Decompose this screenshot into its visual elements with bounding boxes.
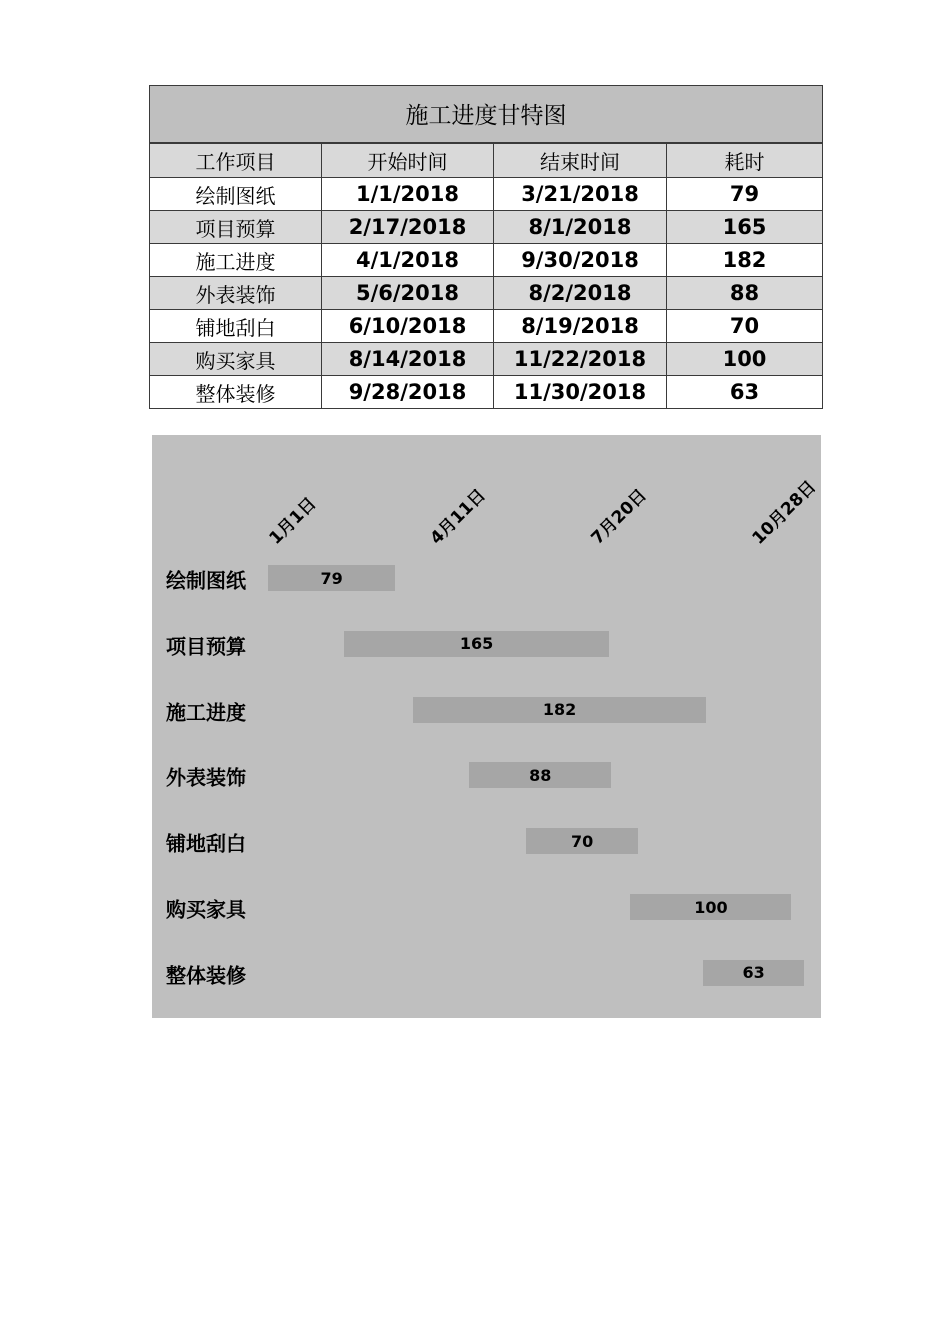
task-label: 购买家具	[166, 897, 246, 922]
column-header-end: 结束时间	[494, 143, 667, 178]
start-date-cell: 9/28/2018	[322, 376, 494, 409]
duration-cell: 63	[667, 376, 823, 409]
gantt-bar	[413, 697, 706, 723]
gantt-bar	[703, 960, 804, 986]
column-header-duration: 耗时	[667, 143, 823, 178]
task-label: 施工进度	[166, 700, 246, 725]
task-name-cell: 项目预算	[150, 211, 322, 244]
gantt-bar	[268, 565, 395, 591]
axis-tick-label: 7月20日	[587, 485, 651, 549]
task-label: 整体装修	[166, 963, 246, 988]
table-row	[150, 376, 823, 409]
gantt-chart	[152, 435, 821, 1018]
axis-tick-label: 1月1日	[265, 493, 321, 549]
end-date-cell: 8/2/2018	[494, 277, 667, 310]
start-date-cell: 1/1/2018	[322, 178, 494, 211]
task-name-cell: 绘制图纸	[150, 178, 322, 211]
gantt-bar	[469, 762, 611, 788]
task-name-cell: 整体装修	[150, 376, 322, 409]
end-date-cell: 8/1/2018	[494, 211, 667, 244]
duration-cell: 70	[667, 310, 823, 343]
column-header-start: 开始时间	[322, 143, 494, 178]
column-header-task: 工作项目	[150, 143, 322, 178]
end-date-cell: 8/19/2018	[494, 310, 667, 343]
bar-value-label: 100	[694, 897, 728, 917]
table-header-row	[150, 143, 823, 178]
end-date-cell: 11/22/2018	[494, 343, 667, 376]
start-date-cell: 4/1/2018	[322, 244, 494, 277]
duration-cell: 100	[667, 343, 823, 376]
task-name-cell: 购买家具	[150, 343, 322, 376]
bar-value-label: 88	[529, 765, 552, 785]
gantt-bar	[344, 631, 610, 657]
bar-value-label: 79	[320, 568, 343, 588]
bar-value-label: 182	[542, 700, 577, 720]
table-row	[150, 277, 823, 310]
duration-cell: 88	[667, 277, 823, 310]
axis-tick-label: 4月11日	[426, 485, 490, 549]
task-label: 绘制图纸	[166, 568, 246, 593]
table-row	[150, 178, 823, 211]
duration-cell: 79	[667, 178, 823, 211]
bar-value-label: 63	[742, 963, 765, 983]
start-date-cell: 2/17/2018	[322, 211, 494, 244]
gantt-bar	[526, 828, 639, 854]
schedule-table	[149, 85, 823, 409]
start-date-cell: 8/14/2018	[322, 343, 494, 376]
task-name-cell: 外表装饰	[150, 277, 322, 310]
table-row	[150, 211, 823, 244]
bar-value-label: 70	[570, 831, 594, 851]
end-date-cell: 3/21/2018	[494, 178, 667, 211]
start-date-cell: 5/6/2018	[322, 277, 494, 310]
end-date-cell: 9/30/2018	[494, 244, 667, 277]
table-row	[150, 310, 823, 343]
bar-value-label: 165	[459, 634, 494, 654]
task-label: 项目预算	[166, 634, 246, 659]
task-label: 外表装饰	[166, 765, 246, 790]
axis-tick-label: 10月28日	[748, 477, 821, 549]
task-name-cell: 施工进度	[150, 244, 322, 277]
duration-cell: 182	[667, 244, 823, 277]
table-row	[150, 343, 823, 376]
start-date-cell: 6/10/2018	[322, 310, 494, 343]
gantt-bar	[630, 894, 791, 920]
task-label: 铺地刮白	[166, 831, 246, 856]
task-name-cell: 铺地刮白	[150, 310, 322, 343]
table-row	[150, 244, 823, 277]
end-date-cell: 11/30/2018	[494, 376, 667, 409]
duration-cell: 165	[667, 211, 823, 244]
table-title: 施工进度甘特图	[150, 86, 823, 143]
